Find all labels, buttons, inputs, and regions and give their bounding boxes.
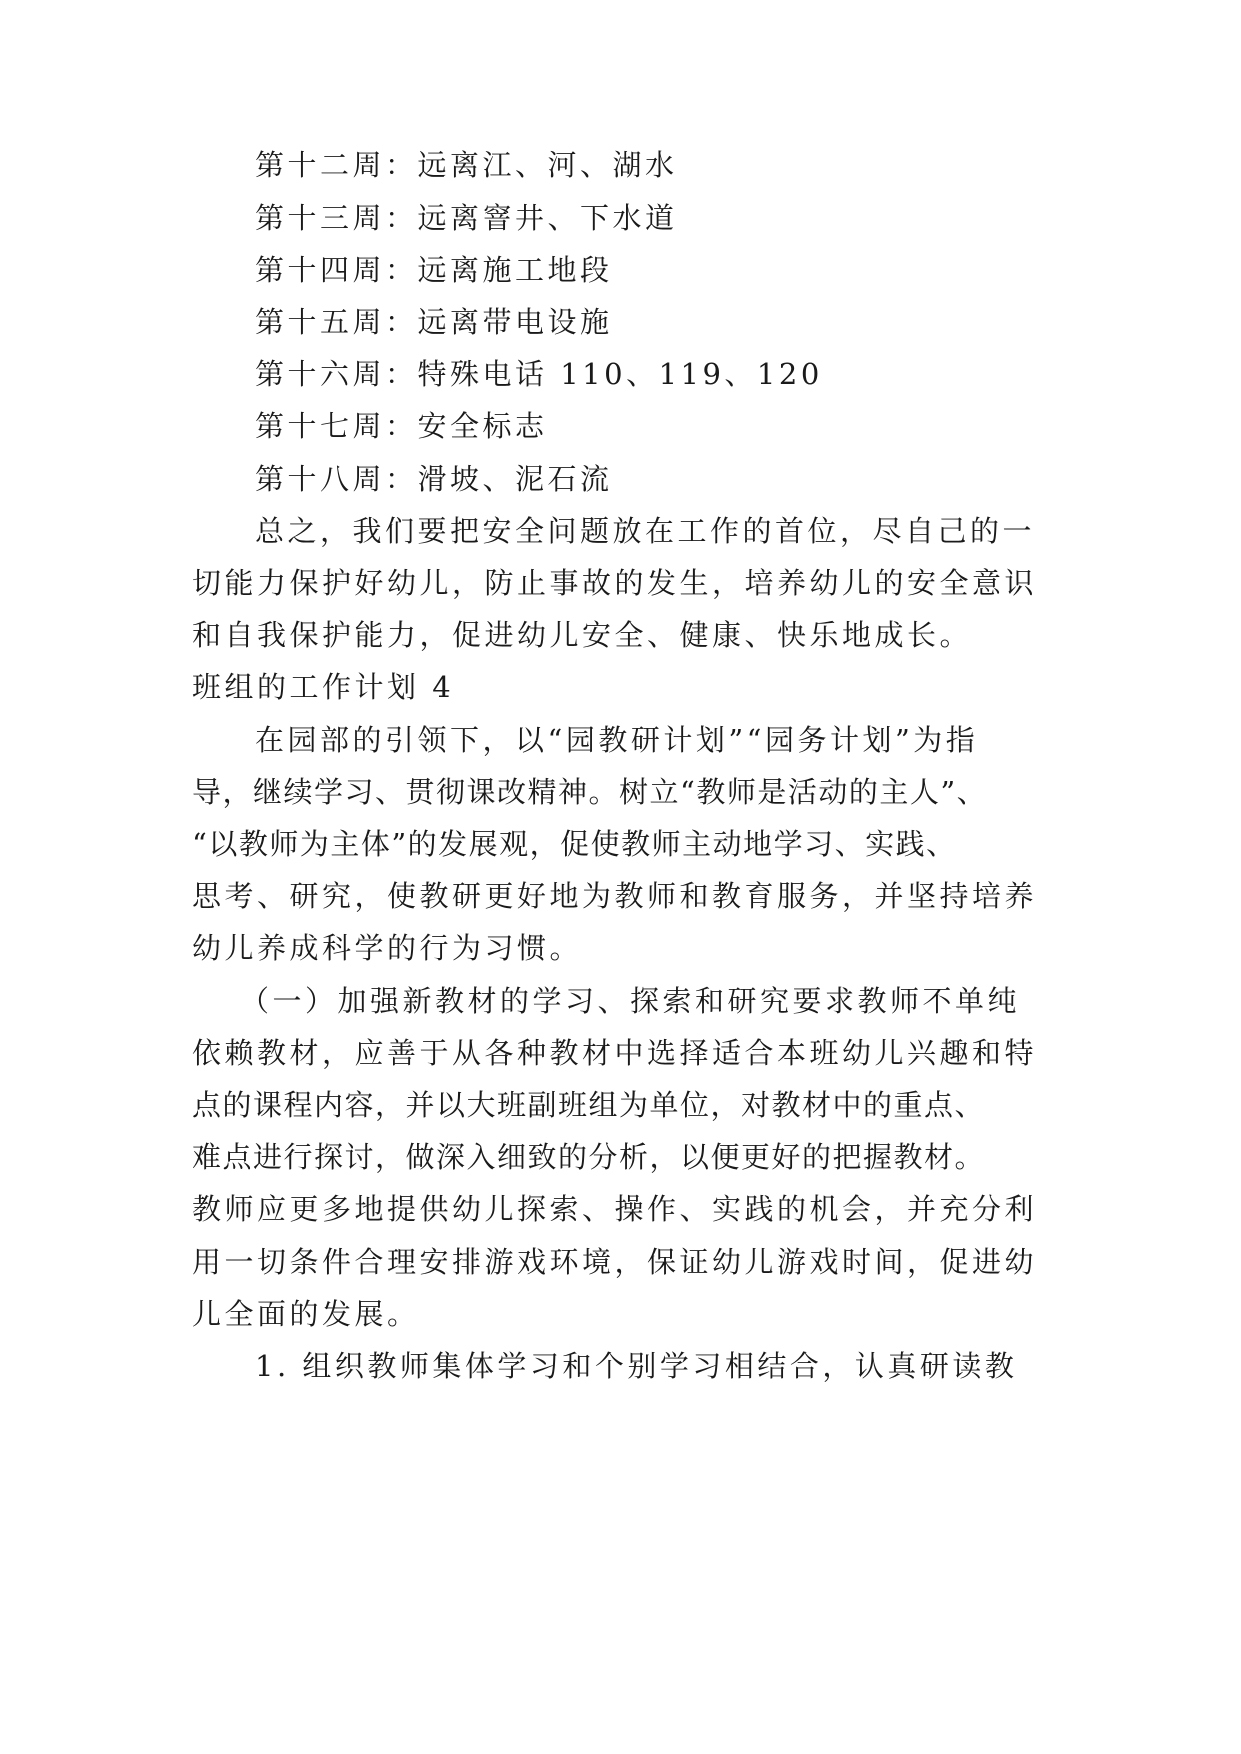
intro-line-2: 导，继续学习、贯彻课改精神。树立“教师是活动的主人”、 xyxy=(192,775,988,809)
summary-line-1: 总之，我们要把安全问题放在工作的首位，尽自己的一 xyxy=(255,514,1036,548)
week-15-line: 第十五周：远离带电设施 xyxy=(255,305,613,339)
item-one-line-3: 点的课程内容，并以大班副班组为单位，对教材中的重点、 xyxy=(192,1088,986,1122)
item-one-line-7: 儿全面的发展。 xyxy=(192,1297,420,1331)
week-18-line: 第十八周：滑坡、泥石流 xyxy=(255,462,613,496)
summary-line-3: 和自我保护能力，促进幼儿安全、健康、快乐地成长。 xyxy=(192,618,973,652)
section-heading: 班组的工作计划 4 xyxy=(192,670,455,704)
item-one-line-1: （一）加强新教材的学习、探索和研究要求教师不单纯 xyxy=(240,984,1021,1018)
intro-line-1: 在园部的引领下，以“园教研计划”“园务计划”为指 xyxy=(255,723,979,757)
numbered-item-1: 1. 组织教师集体学习和个别学习相结合，认真研读教 xyxy=(255,1349,1018,1383)
week-17-line: 第十七周：安全标志 xyxy=(255,409,548,443)
intro-line-4: 思考、研究，使教研更好地为教师和教育服务，并坚持培养 xyxy=(192,879,1038,913)
summary-line-2: 切能力保护好幼儿，防止事故的发生，培养幼儿的安全意识 xyxy=(192,566,1038,600)
week-16-line: 第十六周：特殊电话 110、119、120 xyxy=(255,357,823,391)
item-one-line-2: 依赖教材，应善于从各种教材中选择适合本班幼儿兴趣和特 xyxy=(192,1036,1038,1070)
week-12-line: 第十二周：远离江、河、湖水 xyxy=(255,148,678,182)
week-14-line: 第十四周：远离施工地段 xyxy=(255,253,613,287)
item-one-line-4: 难点进行探讨，做深入细致的分析，以便更好的把握教材。 xyxy=(192,1140,986,1174)
intro-line-3: “以教师为主体”的发展观，促使教师主动地学习、实践、 xyxy=(192,827,957,861)
item-one-line-6: 用一切条件合理安排游戏环境，保证幼儿游戏时间，促进幼 xyxy=(192,1245,1038,1279)
item-one-line-5: 教师应更多地提供幼儿探索、操作、实践的机会，并充分利 xyxy=(192,1192,1038,1226)
intro-line-5: 幼儿养成科学的行为习惯。 xyxy=(192,931,583,965)
week-13-line: 第十三周：远离窨井、下水道 xyxy=(255,201,678,235)
